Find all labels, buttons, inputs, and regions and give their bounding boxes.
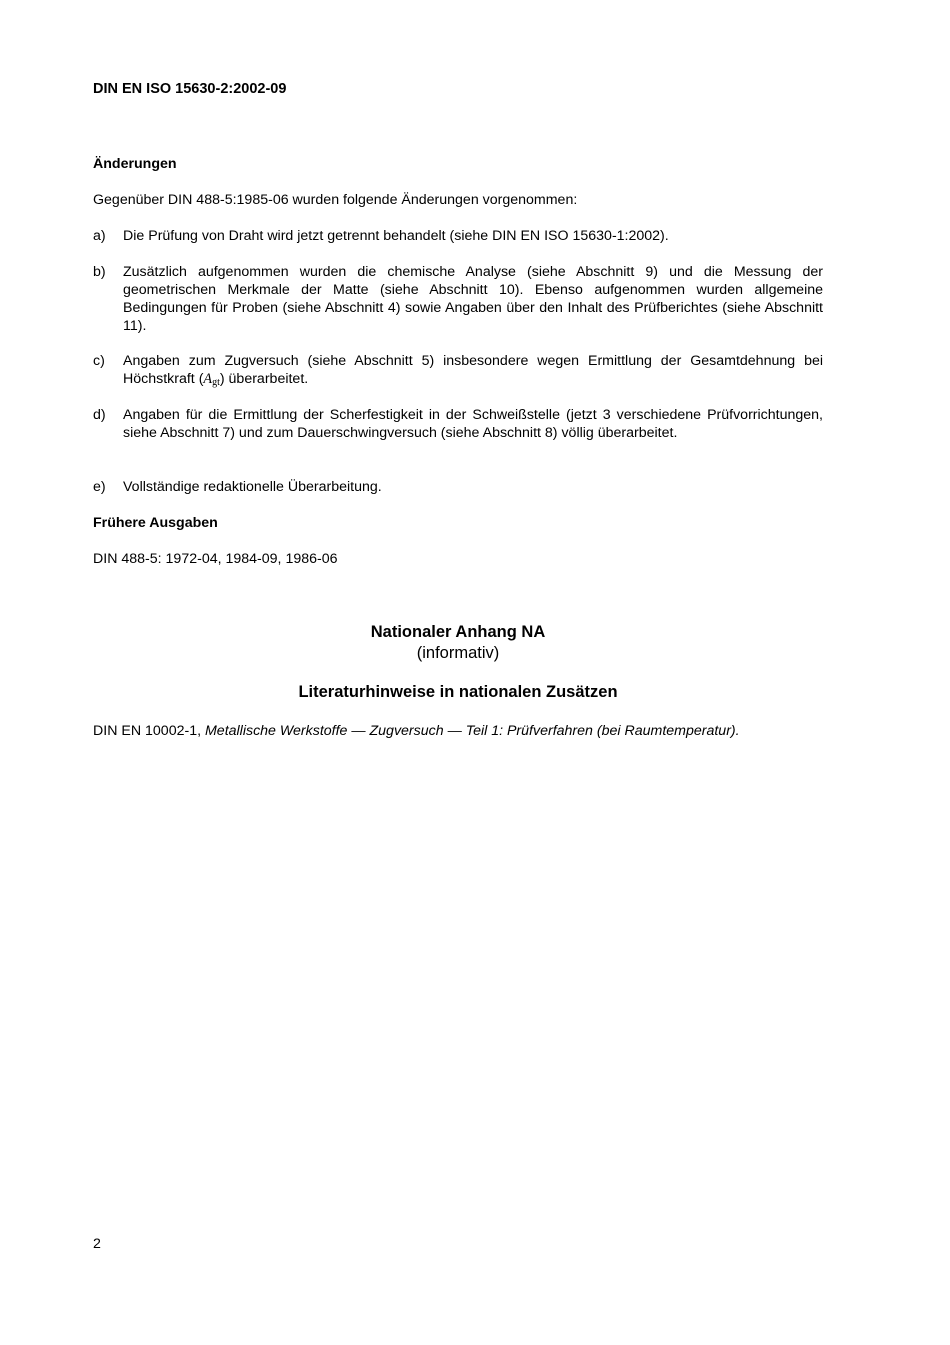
list-text: Angaben für die Ermittlung der Scherfestigkeit in der Schweißstelle (jetzt 3 verschiedene Prüfvorrichtungen, siehe Abschnitt 7) und zum Dauerschwingversuch (siehe Abschnitt 8) völlig überarbeitet. [123,407,823,441]
previous-editions-text: DIN 488-5: 1972-04, 1984-09, 1986-06 [93,551,338,567]
list-item [93,406,823,442]
literature-reference [93,722,823,740]
list-letter: a) [93,228,106,244]
annex-subtitle: (informativ) [416,644,500,662]
list-letter: d) [93,407,106,423]
list-item [93,263,823,335]
page-number: 2 [93,1236,101,1252]
symbol-a: A [203,371,213,387]
list-text [123,352,823,392]
list-letter: e) [93,479,106,495]
literature-title: Literaturhinweise in nationalen Zusätzen [298,683,618,701]
previous-editions-title: Frühere Ausgaben [93,515,218,531]
document-header: DIN EN ISO 15630-2:2002-09 [93,81,287,97]
list-item [93,227,823,245]
list-item [93,352,823,392]
list-text: Zusätzlich aufgenommen wurden die chemische Analyse (siehe Abschnitt 9) und die Messung der geometrischen Merkmale der Matte (siehe Abschnitt 10). Ebenso aufgenommen wurden allgemeine Bedingungen für Proben (siehe Abschnitt 4) sowie Angaben über den Inhalt des Prüfberichtes (siehe Abschnitt 11). [123,264,823,334]
changes-intro: Gegenüber DIN 488-5:1985-06 wurden folgende Änderungen vorgenommen: [93,192,578,208]
list-text: Die Prüfung von Draht wird jetzt getrennt behandelt (siehe DIN EN ISO 15630-1:2002). [123,228,669,244]
symbol-subscript: gt [212,377,220,388]
list-text-part: Angaben zum Zugversuch (siehe Abschnitt 5) insbesondere wegen Ermittlung der Gesamtdehnung bei Höchstkraft ( [123,353,823,387]
list-item [93,478,823,496]
annex-title: Nationaler Anhang NA [370,623,546,641]
reference-id: DIN EN 10002-1, [93,723,205,739]
list-text-part: ) überarbeitet. [219,371,309,387]
list-text: Vollständige redaktionelle Überarbeitung. [123,479,382,495]
reference-title: Metallische Werkstoffe — Zugversuch — Teil 1: Prüfverfahren (bei Raumtemperatur). [204,723,740,739]
list-letter: c) [93,353,105,369]
list-letter: b) [93,264,106,280]
changes-title: Änderungen [93,156,177,172]
